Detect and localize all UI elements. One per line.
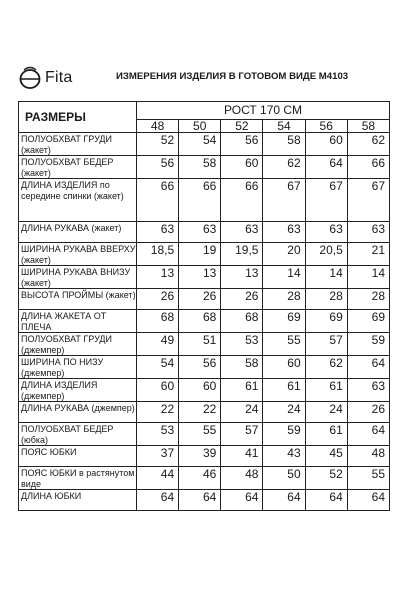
measurement-value: 64 (305, 490, 347, 511)
measurement-value: 54 (137, 356, 179, 379)
measurement-value: 60 (221, 156, 263, 179)
size-header-cell: 50 (179, 120, 221, 133)
measurement-value: 64 (179, 490, 221, 511)
measurement-value: 13 (221, 266, 263, 289)
measurement-value: 52 (137, 133, 179, 156)
measurement-value: 64 (263, 490, 305, 511)
measurement-value: 66 (347, 156, 389, 179)
measurement-value: 28 (263, 289, 305, 310)
measurement-value: 67 (305, 179, 347, 222)
table-row (19, 310, 390, 333)
measurement-value: 22 (137, 402, 179, 423)
brand-name: Fita (45, 69, 73, 86)
measurement-value: 53 (137, 423, 179, 446)
table-row (19, 222, 390, 243)
measurement-label: ВЫСОТА ПРОЙМЫ (жакет) (19, 289, 137, 310)
measurement-value: 28 (305, 289, 347, 310)
measurement-value: 57 (221, 423, 263, 446)
measurement-label: ПОЛУОБХВАТ ГРУДИ (джемпер) (19, 333, 137, 356)
measurement-label: ПОЛУОБХВАТ БЕДЕР (жакет) (19, 156, 137, 179)
measurement-value: 51 (179, 333, 221, 356)
measurement-value: 18,5 (137, 243, 179, 266)
measurement-value: 55 (263, 333, 305, 356)
measurement-value: 66 (221, 179, 263, 222)
measurement-value: 69 (305, 310, 347, 333)
table-header-row (19, 102, 390, 120)
measurement-value: 20 (263, 243, 305, 266)
table-row (19, 333, 390, 356)
measurement-value: 21 (347, 243, 389, 266)
measurement-value: 14 (347, 266, 389, 289)
measurement-value: 66 (137, 179, 179, 222)
sizes-header: РАЗМЕРЫ (19, 102, 137, 133)
table-row (19, 266, 390, 289)
measurement-value: 64 (347, 423, 389, 446)
measurement-value: 68 (179, 310, 221, 333)
measurement-value: 19,5 (221, 243, 263, 266)
measurement-value: 59 (263, 423, 305, 446)
measurement-value: 61 (305, 423, 347, 446)
measurement-value: 59 (347, 333, 389, 356)
measurement-value: 58 (179, 156, 221, 179)
table-row (19, 356, 390, 379)
table-row (19, 156, 390, 179)
measurement-value: 45 (305, 446, 347, 467)
measurement-value: 48 (347, 446, 389, 467)
measurement-value: 62 (347, 133, 389, 156)
size-header-cell: 54 (263, 120, 305, 133)
measurement-value: 68 (221, 310, 263, 333)
table-row (19, 243, 390, 266)
measurement-value: 66 (179, 179, 221, 222)
measurement-value: 54 (179, 133, 221, 156)
measurement-value: 28 (347, 289, 389, 310)
table-row (19, 423, 390, 446)
measurement-label: ДЛИНА РУКАВА (жакет) (19, 222, 137, 243)
measurement-label: ПОЯС ЮБКИ (19, 446, 137, 467)
table-row (19, 402, 390, 423)
height-header: РОСТ 170 СМ (137, 102, 390, 120)
table-row (19, 133, 390, 156)
measurement-value: 43 (263, 446, 305, 467)
measurement-value: 52 (305, 467, 347, 490)
measurement-value: 13 (137, 266, 179, 289)
size-header-cell: 48 (137, 120, 179, 133)
measurement-value: 64 (347, 356, 389, 379)
measurement-value: 67 (347, 179, 389, 222)
measurement-value: 13 (179, 266, 221, 289)
measurement-value: 26 (221, 289, 263, 310)
measurement-value: 60 (179, 379, 221, 402)
measurement-value: 49 (137, 333, 179, 356)
measurement-label: ПОЯС ЮБКИ в растянутом виде (19, 467, 137, 490)
measurement-value: 48 (221, 467, 263, 490)
size-header-cell: 58 (347, 120, 389, 133)
measurement-value: 61 (305, 379, 347, 402)
measurement-value: 63 (347, 379, 389, 402)
measurement-value: 64 (137, 490, 179, 511)
measurement-label: ПОЛУОБХВАТ БЕДЕР (юбка) (19, 423, 137, 446)
measurement-value: 24 (263, 402, 305, 423)
measurement-value: 44 (137, 467, 179, 490)
table-row (19, 179, 390, 222)
brand-logo (18, 66, 72, 90)
measurement-value: 26 (137, 289, 179, 310)
measurement-value: 69 (347, 310, 389, 333)
measurement-value: 14 (263, 266, 305, 289)
measurement-label: ДЛИНА ИЗДЕЛИЯ по середине спинки (жакет) (19, 179, 137, 222)
measurement-value: 60 (263, 356, 305, 379)
table-row (19, 490, 390, 511)
measurement-value: 62 (305, 356, 347, 379)
measurement-value: 64 (347, 490, 389, 511)
measurement-value: 60 (137, 379, 179, 402)
measurement-value: 63 (347, 222, 389, 243)
table-row (19, 379, 390, 402)
measurement-value: 19 (179, 243, 221, 266)
measurement-value: 58 (221, 356, 263, 379)
measurement-value: 63 (263, 222, 305, 243)
fita-logo-icon (18, 66, 42, 90)
measurement-value: 55 (179, 423, 221, 446)
measurement-value: 20,5 (305, 243, 347, 266)
table-row (19, 467, 390, 490)
measurement-value: 63 (179, 222, 221, 243)
measurement-value: 24 (221, 402, 263, 423)
measurement-value: 67 (263, 179, 305, 222)
measurement-label: ПОЛУОБХВАТ ГРУДИ (жакет) (19, 133, 137, 156)
size-header-cell: 56 (305, 120, 347, 133)
measurement-label: ДЛИНА ЮБКИ (19, 490, 137, 511)
measurement-label: ШИРИНА РУКАВА ВНИЗУ (жакет) (19, 266, 137, 289)
table-row (19, 446, 390, 467)
measurement-value: 37 (137, 446, 179, 467)
size-header-cell: 52 (221, 120, 263, 133)
measurement-label: ДЛИНА ИЗДЕЛИЯ (джемпер) (19, 379, 137, 402)
measurement-value: 53 (221, 333, 263, 356)
document-title: ИЗМЕРЕНИЯ ИЗДЕЛИЯ В ГОТОВОМ ВИДЕ М4103 (116, 71, 349, 82)
measurement-value: 14 (305, 266, 347, 289)
measurement-value: 61 (263, 379, 305, 402)
measurement-value: 64 (305, 156, 347, 179)
measurement-value: 50 (263, 467, 305, 490)
table-row (19, 289, 390, 310)
document-header (18, 66, 388, 90)
measurement-value: 26 (347, 402, 389, 423)
measurement-value: 60 (305, 133, 347, 156)
measurement-value: 63 (137, 222, 179, 243)
measurement-value: 22 (179, 402, 221, 423)
measurement-value: 56 (179, 356, 221, 379)
measurement-value: 61 (221, 379, 263, 402)
measurement-value: 62 (263, 156, 305, 179)
measurement-value: 41 (221, 446, 263, 467)
measurement-label: ДЛИНА ЖАКЕТА ОТ ПЛЕЧА (19, 310, 137, 333)
measurement-label: ШИРИНА ПО НИЗУ (джемпер) (19, 356, 137, 379)
measurement-value: 64 (221, 490, 263, 511)
measurement-value: 55 (347, 467, 389, 490)
measurement-value: 68 (137, 310, 179, 333)
measurement-value: 39 (179, 446, 221, 467)
measurement-value: 56 (221, 133, 263, 156)
measurement-label: ДЛИНА РУКАВА (джемпер) (19, 402, 137, 423)
measurement-value: 58 (263, 133, 305, 156)
measurement-value: 57 (305, 333, 347, 356)
size-chart-table (18, 101, 390, 511)
measurement-value: 26 (179, 289, 221, 310)
measurement-value: 63 (221, 222, 263, 243)
measurement-value: 56 (137, 156, 179, 179)
measurement-label: ШИРИНА РУКАВА ВВЕРХУ (жакет) (19, 243, 137, 266)
measurement-value: 24 (305, 402, 347, 423)
measurement-value: 69 (263, 310, 305, 333)
measurement-value: 46 (179, 467, 221, 490)
measurement-value: 63 (305, 222, 347, 243)
